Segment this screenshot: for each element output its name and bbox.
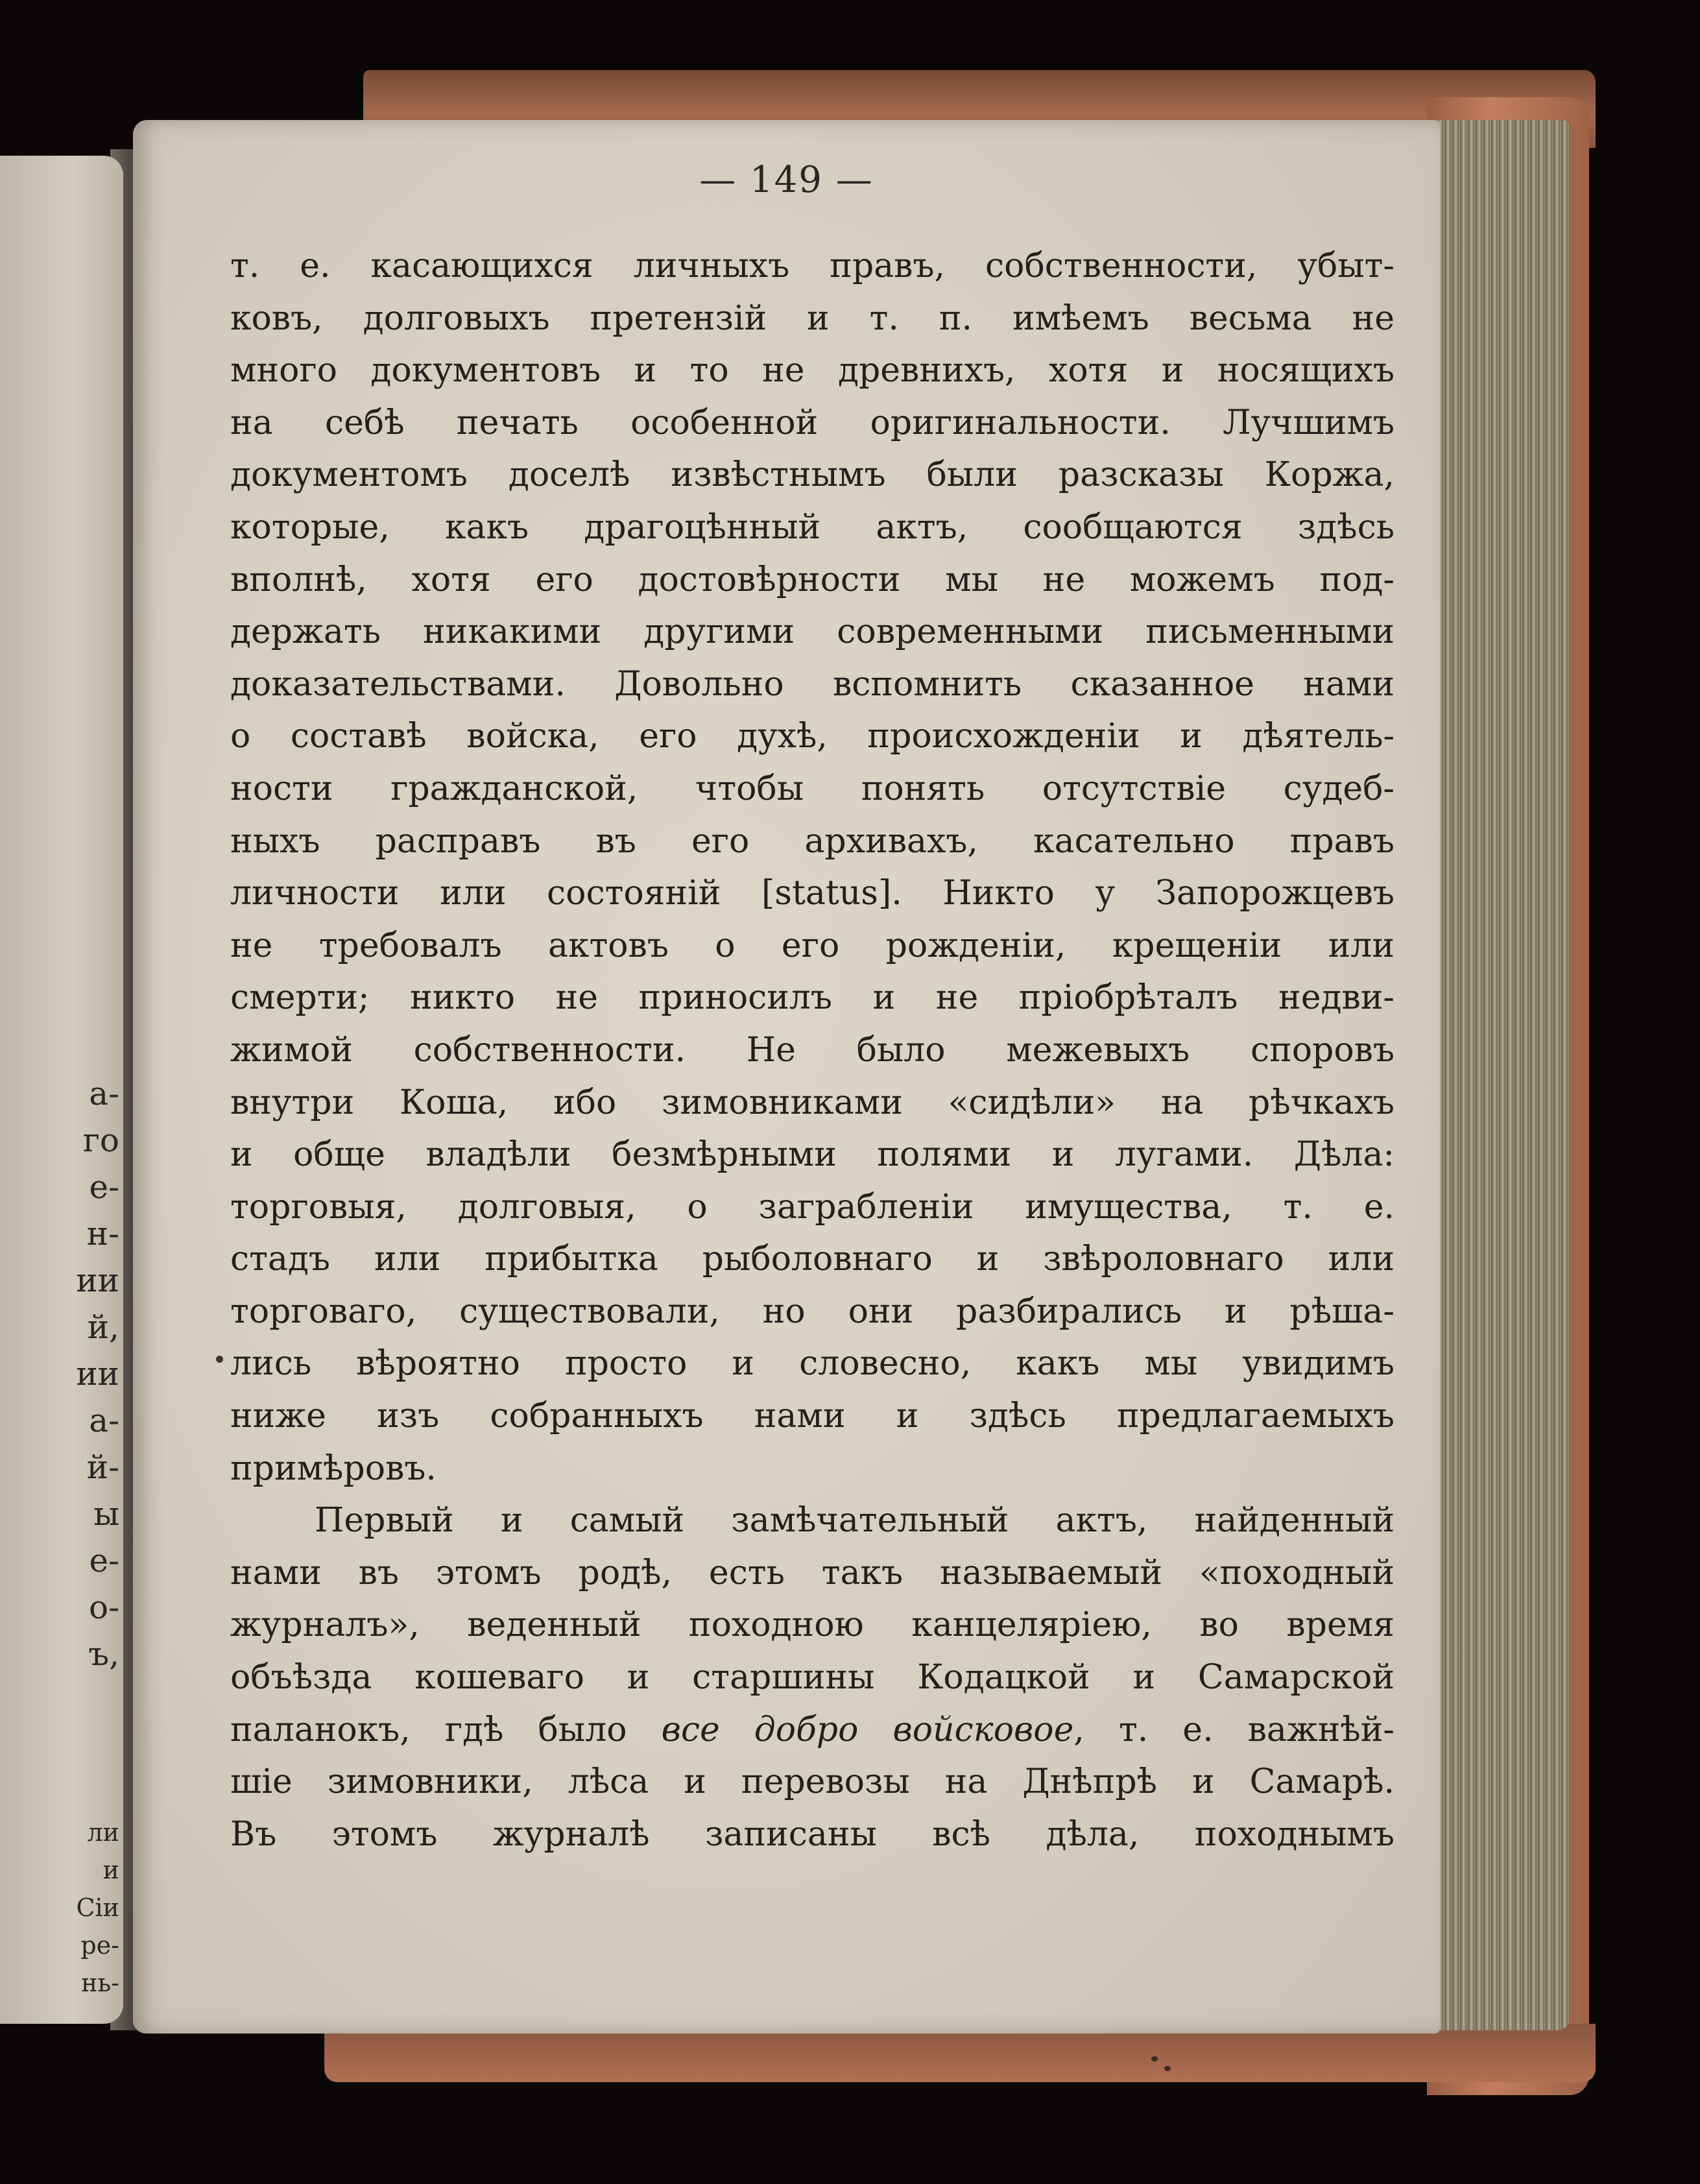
- left-facing-page: [0, 156, 123, 2024]
- text-line: держать никакими другими современными письменными: [230, 612, 1395, 652]
- text-line: ности гражданской, чтобы понять отсутствіе судеб-: [230, 769, 1395, 808]
- left-fragment-line: ъ,: [88, 1635, 119, 1673]
- page-fore-edge: [1437, 120, 1570, 2030]
- italic-phrase: все добро войсковое: [661, 1710, 1074, 1749]
- text-line: о составѣ войска, его духѣ, происхожденіи и дѣятель-: [230, 717, 1395, 756]
- text-line: вполнѣ, хотя его достовѣрности мы не можемъ под-: [230, 560, 1395, 599]
- book-page: [133, 120, 1440, 2034]
- text-line: доказательствами. Довольно вспомнить сказанное нами: [230, 664, 1395, 704]
- text-line: не требовалъ актовъ о его рожденіи, крещеніи или: [230, 926, 1395, 965]
- text-line: много документовъ и то не древнихъ, хотя и носящихъ: [230, 351, 1395, 390]
- text-line: Первый и самый замѣчательный актъ, найденный: [315, 1501, 1395, 1541]
- left-fragment-line: ре-: [80, 1931, 119, 1960]
- text-line: внутри Коша, ибо зимовниками «сидѣли» на рѣчкахъ: [230, 1083, 1395, 1122]
- left-page-text-fragments: [0, 1070, 123, 2002]
- left-fragment-line: и: [102, 1856, 119, 1884]
- text-line: личности или состояній [status]. Никто у Запорожцевъ: [230, 874, 1395, 913]
- text-line: ниже изъ собранныхъ нами и здѣсь предлагаемыхъ: [230, 1397, 1395, 1436]
- text-line: ковъ, долговыхъ претензій и т. п. имѣемъ весьма не: [230, 298, 1395, 338]
- left-fragment-line: ли: [87, 1818, 119, 1847]
- left-fragment-line: ии: [76, 1355, 119, 1393]
- left-fragment-line: о-: [89, 1589, 119, 1626]
- left-fragment-line: ии: [76, 1262, 119, 1299]
- text-line: шіе зимовники, лѣса и перевозы на Днѣпрѣ и Самарѣ.: [230, 1762, 1395, 1802]
- text-line: лись вѣроятно просто и словесно, какъ мы увидимъ: [230, 1344, 1395, 1384]
- text-run: , т. е. важнѣй-: [1073, 1710, 1395, 1749]
- paragraph-1: [230, 240, 1395, 1494]
- paragraph-2-lines-after: [230, 1756, 1395, 1860]
- text-line: т. е. касающихся личныхъ правъ, собственности, убыт-: [230, 246, 1395, 285]
- left-fragment-line: й-: [86, 1448, 119, 1486]
- text-line: ныхъ расправъ въ его архивахъ, касательно правъ: [230, 821, 1395, 861]
- text-line: торговыя, долговыя, о заграбленіи имущества, т. е.: [230, 1187, 1395, 1227]
- text-line: и обще владѣли безмѣрными полями и лугами. Дѣла:: [230, 1135, 1395, 1175]
- text-line: на себѣ печать особенной оригинальности. Лучшимъ: [230, 403, 1395, 442]
- text-line: Въ этомъ журналѣ записаны всѣ дѣла, походнымъ: [230, 1814, 1395, 1854]
- margin-mark: [216, 1356, 223, 1363]
- text-line: журналъ», веденный походною канцеляріею, во время: [230, 1605, 1395, 1645]
- text-line: жимой собственности. Не было межевыхъ споровъ: [230, 1030, 1395, 1070]
- page-number: — 149 —: [699, 159, 874, 201]
- left-fragment-line: Сіи: [76, 1893, 119, 1922]
- text-line: стадъ или прибытка рыболовнаго и звѣроловнаго или: [230, 1240, 1395, 1279]
- left-fragment-line: е-: [89, 1542, 119, 1579]
- left-fragment-line: ы: [93, 1495, 119, 1533]
- left-fragment-line: й,: [87, 1308, 119, 1346]
- left-fragment-line: е-: [89, 1168, 119, 1206]
- text-line: смерти; никто не приносилъ и не пріобрѣталъ недви-: [230, 978, 1395, 1018]
- text-line: документомъ доселѣ извѣстнымъ были разсказы Коржа,: [230, 455, 1395, 495]
- text-line: объѣзда кошеваго и старшины Кодацкой и Самарской: [230, 1658, 1395, 1698]
- paragraph-2-lines: [230, 1494, 1395, 1703]
- paper-speck: [1151, 2056, 1158, 2061]
- left-fragment-line: а-: [89, 1075, 119, 1112]
- text-run: паланокъ, гдѣ было: [230, 1710, 662, 1749]
- text-line-mixed: [230, 1704, 1395, 1757]
- text-line: примѣровъ.: [230, 1448, 437, 1488]
- left-fragment-line: го: [82, 1122, 119, 1159]
- paper-speck: [1164, 2066, 1171, 2071]
- left-fragment-line: нь-: [81, 1969, 119, 1997]
- paragraph-2: [230, 1494, 1395, 1860]
- text-line: нами въ этомъ родѣ, есть такъ называемый «походный: [230, 1553, 1395, 1592]
- text-line: которые, какъ драгоцѣнный актъ, сообщаются здѣсь: [230, 507, 1395, 547]
- left-fragment-line: н-: [86, 1215, 119, 1253]
- left-fragment-line: а-: [89, 1402, 119, 1439]
- text-line: торговаго, существовали, но они разбирались и рѣша-: [230, 1291, 1395, 1331]
- page-text: [230, 240, 1395, 1860]
